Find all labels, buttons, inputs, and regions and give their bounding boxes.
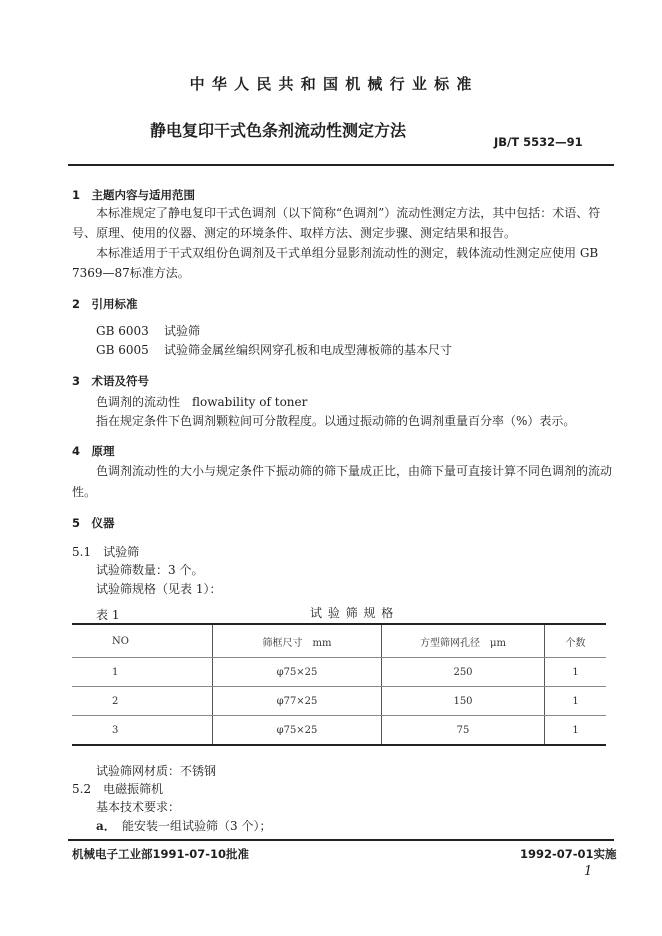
list-item-text: 能安装一组试验筛（3 个）； (122, 819, 272, 833)
page-number: 1 (584, 864, 593, 879)
reference-title: 试验筛金属丝编织网穿孔板和电成型薄板筛的基本尺寸 (164, 343, 453, 357)
table-row (72, 658, 606, 687)
table-cell: 1 (545, 658, 607, 687)
term-line: 色调剂的流动性 flowability of toner (96, 395, 308, 409)
section-4-paragraph: 性。 (72, 485, 97, 499)
table-cell: φ77×25 (213, 687, 382, 716)
table-cell: 3 (72, 716, 213, 746)
subsection-5-1-heading: 5.1 试验筛 (72, 545, 140, 559)
section-5-heading: 5 仪器 (72, 516, 115, 530)
section-1-paragraph: 7369—87标准方法。 (72, 266, 190, 280)
reference-code: GB 6003 (96, 324, 149, 338)
section-2-heading: 2 引用标准 (72, 297, 138, 311)
table-cell: φ75×25 (213, 658, 382, 687)
document-title: 静电复印干式色条剂流动性测定方法 (150, 121, 407, 140)
header-rule (68, 164, 614, 166)
table-header-cell: 个数 (545, 624, 607, 658)
list-item-label: a． (96, 819, 116, 833)
section-3-heading: 3 术语及符号 (72, 374, 150, 388)
table-label: 表 1 (96, 608, 120, 622)
basic-requirements: 基本技术要求： (96, 800, 181, 814)
standard-number: JB/T 5532—91 (494, 135, 583, 149)
sieve-quantity: 试验筛数量：3 个。 (96, 563, 204, 577)
table-header-cell: 方型筛网孔径 μm (382, 624, 545, 658)
table-header-cell: 筛框尺寸 mm (213, 624, 382, 658)
table-caption: 试 验 筛 规 格 (310, 606, 395, 620)
table-header-row (72, 624, 606, 658)
definition-line: 指在规定条件下色调剂颗粒间可分散程度。以通过振动筛的色调剂重量百分率（%）表示。 (96, 414, 576, 428)
section-1-paragraph: 本标准规定了静电复印干式色调剂（以下简称“色调剂”）流动性测定方法，其中包括：术语、符 (96, 206, 601, 220)
section-1-heading: 1 主题内容与适用范围 (72, 188, 196, 202)
table-cell: 1 (545, 716, 607, 746)
table-row (72, 687, 606, 716)
section-4-paragraph: 色调剂流动性的大小与规定条件下振动筛的筛下量成正比，由筛下量可直接计算不同色调剂的流动 (96, 464, 613, 478)
table-cell: 2 (72, 687, 213, 716)
table-cell: 1 (72, 658, 213, 687)
table-cell: 150 (382, 687, 545, 716)
sieve-spec-ref: 试验筛规格（见表 1）： (96, 582, 222, 596)
effective-date: 1992-07-01实施 (520, 847, 617, 861)
footer-rule (68, 839, 614, 841)
table-cell: 250 (382, 658, 545, 687)
reference-title: 试验筛 (164, 324, 201, 338)
sieve-spec-table (72, 623, 606, 746)
table-cell: 75 (382, 716, 545, 746)
table-cell: 1 (545, 687, 607, 716)
org-title: 中 华 人 民 共 和 国 机 械 行 业 标 准 (189, 75, 473, 93)
table-cell: φ75×25 (213, 716, 382, 746)
sieve-material: 试验筛网材质：不锈钢 (96, 764, 217, 778)
table-header-cell: NO (72, 624, 213, 658)
table-row (72, 716, 606, 746)
approval-date: 机械电子工业部1991-07-10批准 (72, 847, 250, 861)
section-1-paragraph: 本标准适用于干式双组份色调剂及干式单组分显影剂流动性的测定，载体流动性测定应使用 GB (96, 246, 599, 260)
reference-code: GB 6005 (96, 343, 149, 357)
section-4-heading: 4 原理 (72, 444, 115, 458)
section-1-paragraph: 号、原理、使用的仪器、测定的环境条件、取样方法、测定步骤、测定结果和报告。 (72, 226, 517, 240)
subsection-5-2-heading: 5.2 电磁振筛机 (72, 782, 164, 796)
